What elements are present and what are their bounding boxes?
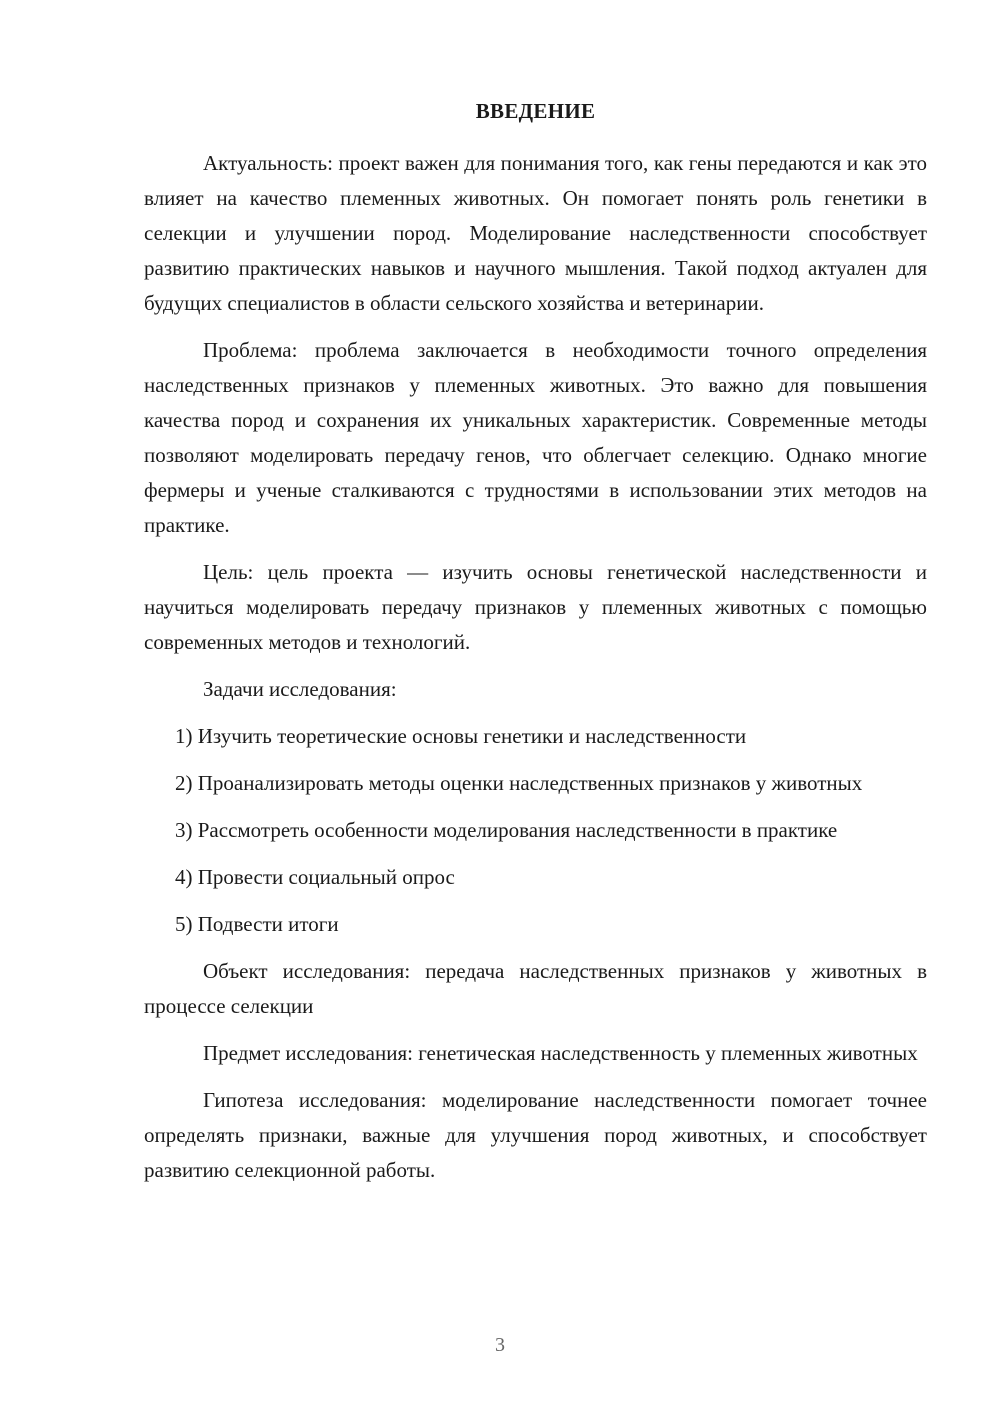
paragraph-object: Объект исследования: передача наследственных признаков у животных в процессе селекции [144, 959, 927, 1018]
paragraph-hypothesis: Гипотеза исследования: моделирование наследственности помогает точнее определять признаки, важные для улучшения пород животных, и способствует развитию селекционной работы. [144, 1088, 927, 1182]
section-heading: ВВЕДЕНИЕ [475, 99, 596, 123]
paragraph-goal: Цель: цель проекта — изучить основы генетической наследственности и научиться моделировать передачу признаков у племенных животных с помощью современных методов и технологий. [144, 560, 927, 654]
task-item-2: 2) Проанализировать методы оценки наследственных признаков у животных [175, 771, 863, 795]
page-number: 3 [495, 1334, 505, 1356]
task-item-3: 3) Рассмотреть особенности моделирования наследственности в практике [175, 818, 838, 842]
task-item-1: 1) Изучить теоретические основы генетики и наследственности [175, 724, 747, 748]
paragraph-relevance: Актуальность: проект важен для понимания того, как гены передаются и как это влияет на качество племенных животных. Он помогает понять роль генетики в селекции и улучшении пород. Моделирование наследственности способствует развитию практических навыков и научного мышления. Такой подход актуален для будущих специалистов в области сельского хозяйства и ветеринарии. [144, 151, 927, 315]
paragraph-problem: Проблема: проблема заключается в необходимости точного определения наследственных признаков у племенных животных. Это важно для повышения качества пород и сохранения их уникальных характеристик. Современные методы позволяют моделировать передачу генов, что облегчает селекцию. Однако многие фермеры и ученые сталкиваются с трудностями в использовании этих методов на практике. [144, 338, 927, 537]
task-item-5: 5) Подвести итоги [175, 912, 339, 936]
paragraph-subject: Предмет исследования: генетическая наследственность у племенных животных [203, 1041, 918, 1065]
paragraph-tasks-heading: Задачи исследования: [203, 677, 397, 701]
body-text [144, 146, 927, 1200]
task-item-4: 4) Провести социальный опрос [175, 865, 455, 889]
